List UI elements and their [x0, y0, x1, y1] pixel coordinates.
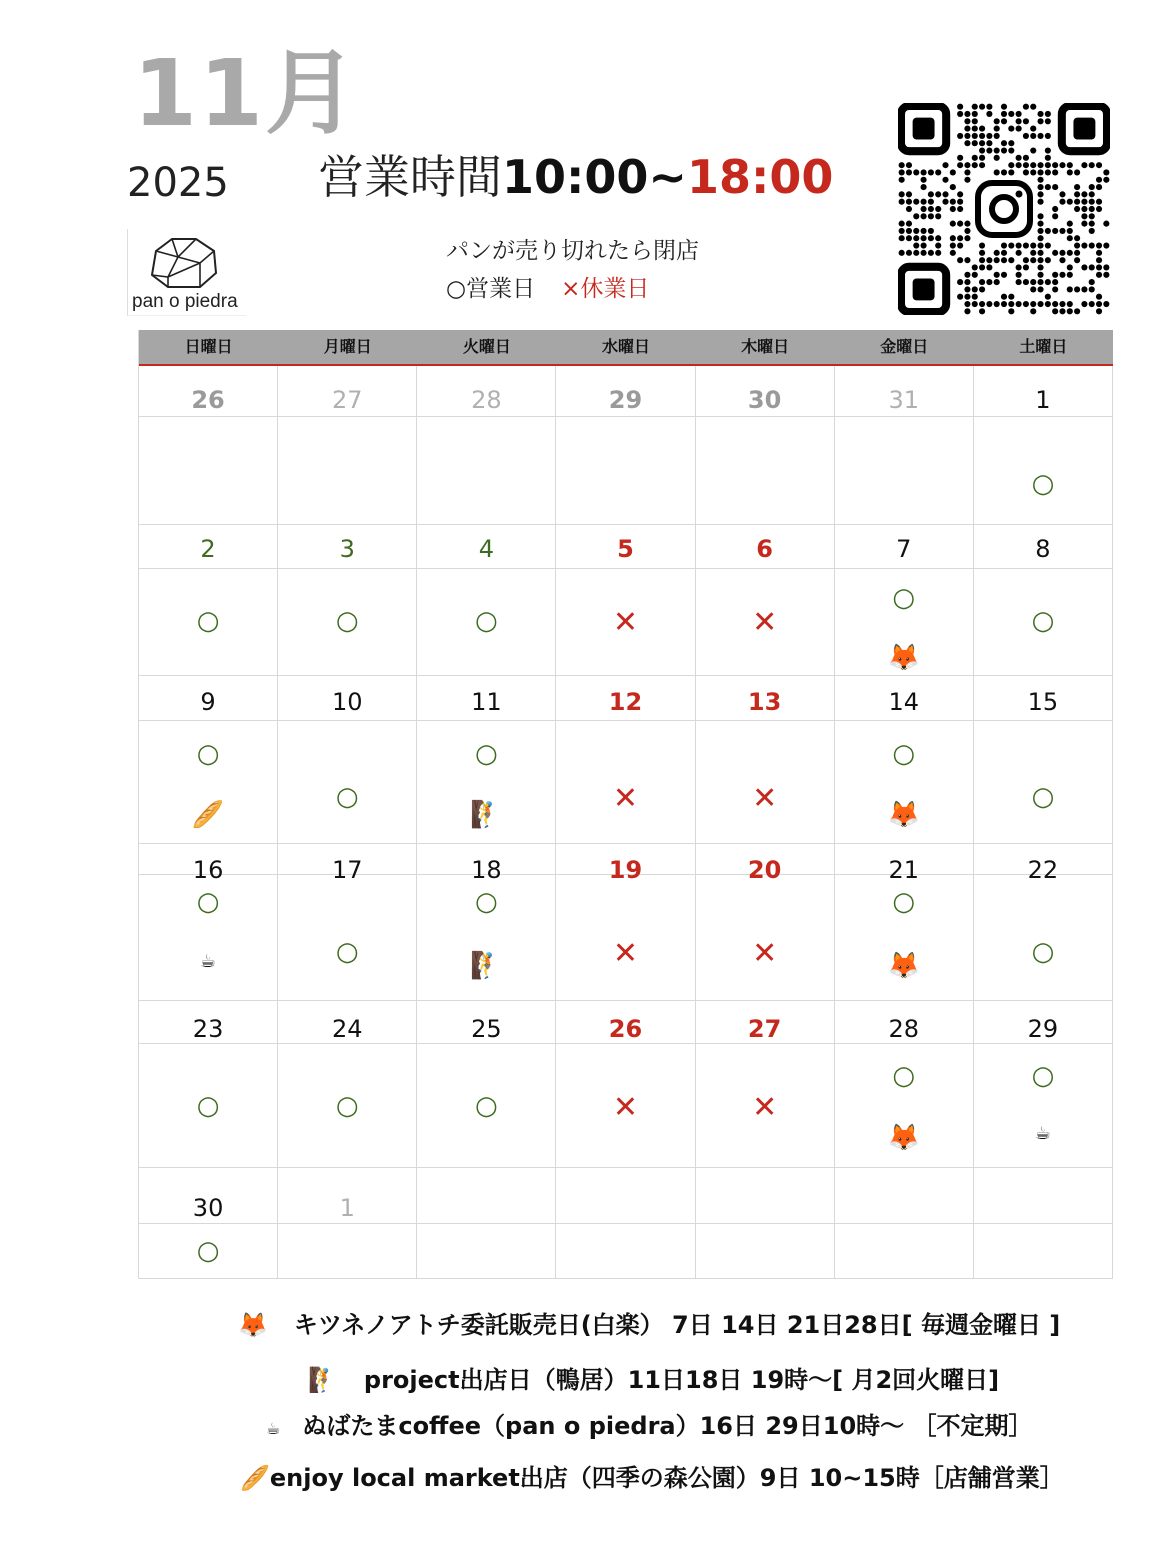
stone-logo-icon — [144, 233, 224, 293]
week-row — [139, 676, 1113, 844]
open-day-mark: ○ — [475, 1091, 498, 1121]
day-number: 9 — [200, 688, 216, 716]
business-hours — [318, 152, 833, 203]
day-cell — [556, 676, 695, 843]
cell-divider — [278, 720, 416, 721]
closed-day-mark: ✕ — [752, 936, 778, 971]
cell-divider — [974, 568, 1112, 569]
day-cell — [696, 1168, 835, 1278]
day-number: 17 — [331, 856, 363, 884]
coffee-icon: ☕ — [200, 951, 217, 972]
climber-icon: 🧗 — [308, 1366, 338, 1394]
day-cell — [556, 1168, 695, 1278]
day-number: 4 — [478, 535, 494, 563]
day-number: 24 — [331, 1015, 363, 1043]
open-day-mark: ○ — [335, 1091, 359, 1121]
weekday-header — [139, 330, 1113, 366]
day-number: 28 — [471, 386, 502, 414]
day-cell — [974, 844, 1113, 1000]
day-cell — [278, 525, 417, 675]
cell-divider — [696, 416, 834, 417]
day-number: 16 — [192, 856, 224, 884]
legend-closed: ×休業日 — [561, 276, 650, 302]
day-number: 2 — [200, 535, 216, 563]
open-day-mark: ○ — [335, 937, 359, 967]
week-row — [139, 844, 1113, 1001]
cell-divider — [556, 1223, 694, 1224]
cell-divider — [417, 1223, 555, 1224]
weekday-6: 土曜日 — [1019, 337, 1068, 356]
cell-divider — [696, 1043, 834, 1044]
day-number: 27 — [331, 386, 363, 414]
closed-day-mark: ✕ — [612, 781, 639, 816]
event-fox — [238, 1305, 1060, 1340]
day-cell — [835, 1001, 974, 1167]
event-market — [240, 1458, 1064, 1493]
week-row — [139, 366, 1113, 525]
closed-day-mark: ✕ — [612, 936, 639, 971]
open-day-mark: ○ — [892, 887, 916, 917]
cell-divider — [278, 1223, 416, 1224]
week-row — [139, 1001, 1113, 1168]
cell-divider — [835, 1043, 973, 1044]
day-cell — [139, 1168, 278, 1278]
day-cell — [835, 676, 974, 843]
closed-day-mark: ✕ — [612, 605, 639, 640]
open-day-mark: ○ — [196, 606, 220, 636]
week-row — [139, 525, 1113, 676]
day-number: 13 — [747, 688, 782, 716]
coffee-icon: ☕ — [1034, 1123, 1051, 1144]
day-cell — [974, 1168, 1113, 1278]
fox-icon: 🦊 — [887, 1123, 920, 1153]
cell-divider — [974, 1043, 1112, 1044]
cell-divider — [139, 1223, 277, 1224]
open-day-mark: ○ — [335, 782, 359, 812]
day-number: 20 — [747, 856, 782, 884]
day-number: 25 — [471, 1015, 502, 1043]
cell-divider — [696, 720, 834, 721]
instagram-qr-code[interactable] — [898, 103, 1110, 315]
weekday-1: 月曜日 — [323, 337, 372, 356]
day-cell — [974, 676, 1113, 843]
event-fox-text: キツネノアトチ委託販売日(白楽） 7日 14日 21日28日[ 毎週金曜日 ] — [293, 1311, 1061, 1339]
hours-close: 18:00 — [686, 150, 834, 204]
cell-divider — [139, 416, 277, 417]
event-coffee-text: ぬばたまcoffee（pan o piedra）16日 29日10時〜 ［不定期］ — [302, 1412, 1033, 1440]
open-day-mark: ○ — [892, 1061, 916, 1091]
day-cell — [696, 366, 835, 524]
day-cell — [417, 525, 556, 675]
day-cell — [139, 844, 278, 1000]
cell-divider — [696, 1223, 834, 1224]
day-number: 19 — [608, 856, 643, 884]
bread-icon: 🥖 — [191, 800, 225, 830]
fox-icon: 🦊 — [887, 643, 920, 673]
day-number: 26 — [608, 1015, 643, 1043]
day-cell — [556, 1001, 695, 1167]
cell-divider — [835, 1223, 973, 1224]
weekday-4: 木曜日 — [741, 337, 790, 356]
cell-divider — [835, 568, 973, 569]
cell-divider — [974, 720, 1112, 721]
weekday-2: 火曜日 — [462, 337, 511, 356]
day-number: 18 — [471, 856, 502, 884]
day-number: 10 — [331, 688, 363, 716]
day-cell — [278, 676, 417, 843]
day-cell — [139, 1001, 278, 1167]
day-number: 29 — [608, 386, 643, 414]
event-market-text: enjoy local market出店（四季の森公園）9日 10~15時［店舗営業］ — [269, 1464, 1064, 1492]
cell-divider — [974, 416, 1112, 417]
day-cell — [278, 1168, 417, 1278]
event-climb — [308, 1360, 999, 1395]
day-number: 26 — [191, 386, 225, 414]
sellout-note: パンが売り切れたら閉店 — [446, 238, 699, 264]
cell-divider — [139, 720, 277, 721]
day-cell — [556, 844, 695, 1000]
day-cell — [417, 676, 556, 843]
cell-divider — [417, 568, 555, 569]
year-label: 2025 — [127, 160, 229, 206]
cell-divider — [139, 568, 277, 569]
open-day-mark: ○ — [1031, 782, 1055, 812]
closed-day-mark: ✕ — [752, 605, 778, 640]
calendar-body — [139, 366, 1113, 1279]
shop-logo — [127, 229, 246, 316]
day-number: 31 — [888, 386, 920, 414]
cell-divider — [278, 1043, 416, 1044]
day-cell — [278, 1001, 417, 1167]
event-coffee — [266, 1406, 1033, 1441]
day-cell — [278, 366, 417, 524]
day-number: 21 — [888, 856, 920, 884]
fox-icon: 🦊 — [238, 1311, 268, 1339]
legend-open: ○営業日 — [446, 276, 536, 302]
closed-day-mark: ✕ — [752, 1090, 778, 1125]
day-cell — [556, 366, 695, 524]
cell-divider — [835, 416, 973, 417]
weekday-3: 水曜日 — [601, 337, 650, 356]
day-number: 28 — [888, 1015, 920, 1043]
open-day-mark: ○ — [892, 583, 916, 613]
cell-divider — [556, 1043, 694, 1044]
climber-icon: 🧗 — [470, 800, 503, 830]
cell-divider — [556, 568, 694, 569]
day-cell — [139, 525, 278, 675]
event-climb-text: project出店日（鴨居）11日18日 19時〜[ 月2回火曜日] — [363, 1366, 1000, 1394]
cell-divider — [417, 416, 555, 417]
week-row — [139, 1168, 1113, 1279]
day-number: 23 — [192, 1015, 224, 1043]
day-number: 12 — [608, 688, 643, 716]
open-day-mark: ○ — [196, 739, 220, 769]
closed-day-mark: ✕ — [612, 1090, 639, 1125]
day-cell — [139, 676, 278, 843]
day-number: 1 — [339, 1194, 355, 1222]
closed-day-mark: ✕ — [752, 781, 778, 816]
hours-open: 10:00~ — [502, 150, 687, 204]
bread-icon: 🥖 — [240, 1464, 270, 1492]
fox-icon: 🦊 — [887, 951, 920, 981]
day-cell — [974, 1001, 1113, 1167]
day-cell — [417, 366, 556, 524]
cell-divider — [278, 568, 416, 569]
month-title: 11月 — [133, 40, 360, 147]
day-cell — [835, 366, 974, 524]
cell-divider — [696, 568, 834, 569]
cell-divider — [139, 1043, 277, 1044]
hours-label: 営業時間 — [318, 150, 502, 204]
instagram-icon — [978, 183, 1030, 235]
day-number: 22 — [1027, 856, 1059, 884]
day-number: 15 — [1027, 688, 1059, 716]
day-cell — [696, 676, 835, 843]
fox-icon: 🦊 — [887, 800, 920, 830]
open-day-mark: ○ — [1031, 937, 1055, 967]
day-cell — [835, 1168, 974, 1278]
day-number: 29 — [1027, 1015, 1059, 1043]
day-cell — [417, 844, 556, 1000]
day-number: 11 — [471, 688, 502, 716]
day-number: 30 — [192, 1194, 224, 1222]
cell-divider — [835, 720, 973, 721]
cell-divider — [556, 416, 694, 417]
cell-divider — [417, 720, 555, 721]
legend — [446, 270, 649, 303]
day-cell — [696, 1001, 835, 1167]
cell-divider — [556, 720, 694, 721]
day-cell — [556, 525, 695, 675]
day-cell — [696, 525, 835, 675]
day-cell — [696, 844, 835, 1000]
day-cell — [835, 525, 974, 675]
open-day-mark: ○ — [196, 1236, 220, 1266]
day-number: 5 — [617, 535, 634, 563]
day-number: 3 — [339, 535, 355, 563]
day-number: 1 — [1035, 386, 1051, 414]
cell-divider — [974, 1223, 1112, 1224]
day-cell — [835, 844, 974, 1000]
open-day-mark: ○ — [475, 887, 498, 917]
day-number: 27 — [747, 1015, 782, 1043]
climber-icon: 🧗 — [470, 951, 503, 981]
open-day-mark: ○ — [475, 739, 498, 769]
open-day-mark: ○ — [475, 606, 498, 636]
cell-divider — [278, 416, 416, 417]
day-cell — [278, 844, 417, 1000]
weekday-0: 日曜日 — [184, 337, 233, 356]
logo-text: pan o piedra — [132, 291, 238, 312]
open-day-mark: ○ — [1031, 469, 1055, 499]
calendar — [138, 330, 1113, 1279]
day-cell — [974, 366, 1113, 524]
weekday-5: 金曜日 — [880, 337, 929, 356]
day-cell — [139, 366, 278, 524]
open-day-mark: ○ — [196, 887, 220, 917]
day-cell — [417, 1001, 556, 1167]
day-number: 6 — [756, 535, 773, 563]
day-number: 8 — [1035, 535, 1051, 563]
day-cell — [974, 525, 1113, 675]
open-day-mark: ○ — [1031, 1061, 1055, 1091]
open-day-mark: ○ — [335, 606, 359, 636]
day-cell — [417, 1168, 556, 1278]
open-day-mark: ○ — [196, 1091, 220, 1121]
open-day-mark: ○ — [1031, 606, 1055, 636]
open-day-mark: ○ — [892, 739, 916, 769]
cell-divider — [417, 1043, 555, 1044]
day-number: 30 — [747, 386, 782, 414]
day-number: 14 — [888, 688, 920, 716]
day-number: 7 — [896, 535, 912, 563]
coffee-icon: ☕ — [266, 1419, 281, 1438]
